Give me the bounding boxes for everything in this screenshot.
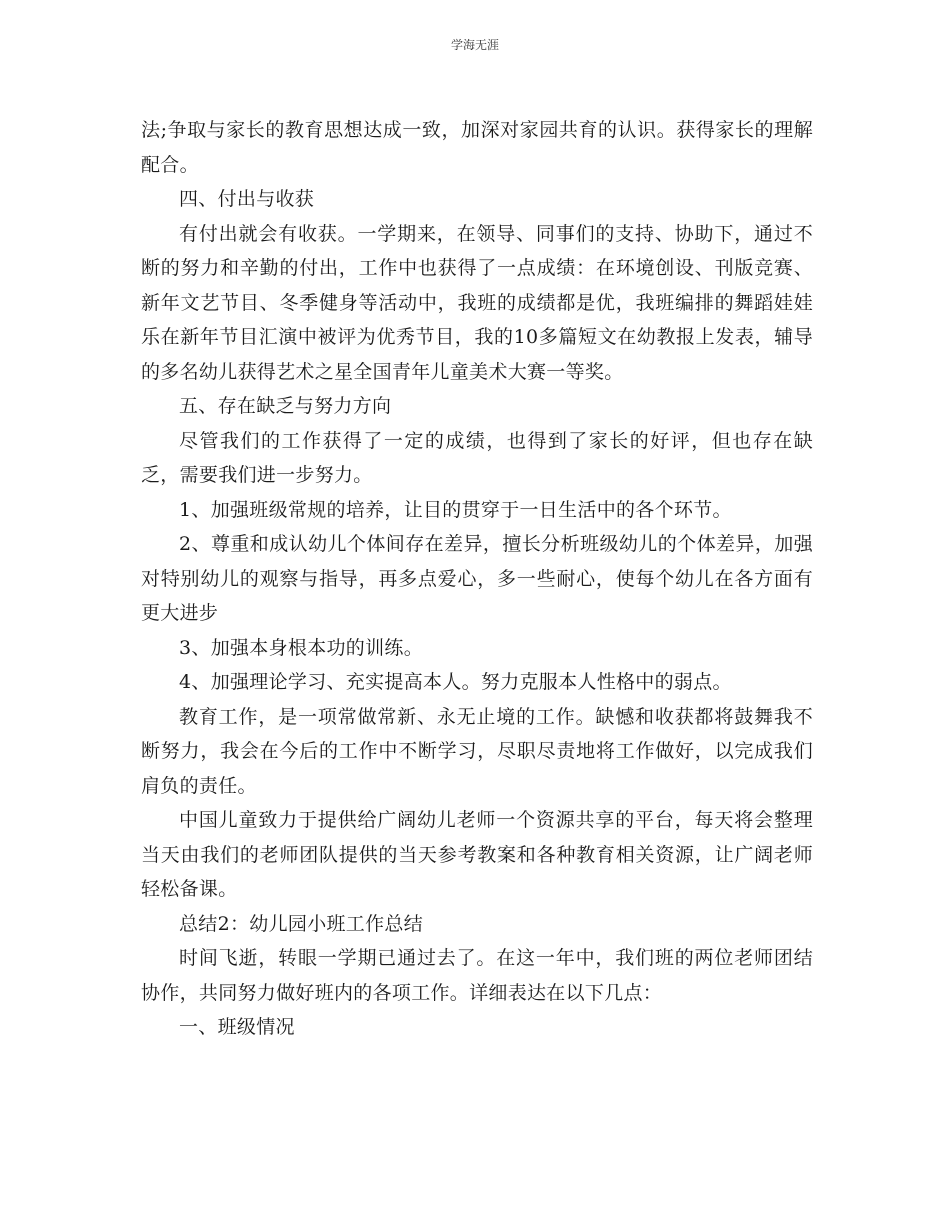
section-heading-5: 五、存在缺乏与努力方向 <box>179 395 392 417</box>
paragraph-intro: 时间飞逝，转眼一学期已通过去了。在这一年中，我们班的两位老师团结协作，共同努力做好班内的各项工作。详细表达在以下几点： <box>141 947 813 1004</box>
list-item-1: 1、加强班级常规的培养，让目的贯穿于一日生活中的各个环节。 <box>179 498 732 521</box>
paragraph-conclusion: 教育工作，是一项常做常新、永无止境的工作。缺憾和收获都将鼓舞我不断努力，我会在今后的工作中不断学习，尽职尽责地将工作做好，以完成我们肩负的责任。 <box>141 705 813 797</box>
section-heading-1: 一、班级情况 <box>179 1016 295 1038</box>
list-item-4: 4、加强理论学习、充实提高本人。努力克服本人性格中的弱点。 <box>179 671 732 693</box>
paragraph-shortcomings: 尽管我们的工作获得了一定的成绩，也得到了家长的好评，但也存在缺乏，需要我们进一步努力。 <box>141 429 813 486</box>
paragraph-continuation: 法;争取与家长的教育思想达成一致，加深对家园共育的认识。获得家长的理解配合。 <box>141 119 813 176</box>
list-item-3: 3、加强本身根本功的训练。 <box>179 636 423 659</box>
list-item-2: 2、尊重和成认幼儿个体间存在差异，擅长分析班级幼儿的个体差异，加强对特别幼儿的观察与指导，再多点爱心，多一些耐心，使每个幼儿在各方面有更大进步 <box>141 533 813 624</box>
document-body <box>141 113 813 1045</box>
section-heading-4: 四、付出与收获 <box>179 188 315 210</box>
paragraph-achievements: 有付出就会有收获。一学期来，在领导、同事们的支持、协助下，通过不断的努力和辛勤的付出，工作中也获得了一点成绩：在环境创设、刊版竞赛、新年文艺节目、冬季健身等活动中，我班的成绩都是优，我班编排的舞蹈娃娃乐在新年节目汇演中被评为优秀节目，我的10多篇短文在幼教报上发表，辅导的多名幼儿获得艺术之星全国青年儿童美术大赛一等奖。 <box>141 222 813 383</box>
page-header: 学海无涯 <box>450 38 499 52</box>
paragraph-platform-note: 中国儿童致力于提供给广阔幼儿老师一个资源共享的平台，每天将会整理当天由我们的老师团队提供的当天参考教案和各种教育相关资源，让广阔老师轻松备课。 <box>141 809 813 900</box>
summary-2-title: 总结2：幼儿园小班工作总结 <box>179 912 423 935</box>
